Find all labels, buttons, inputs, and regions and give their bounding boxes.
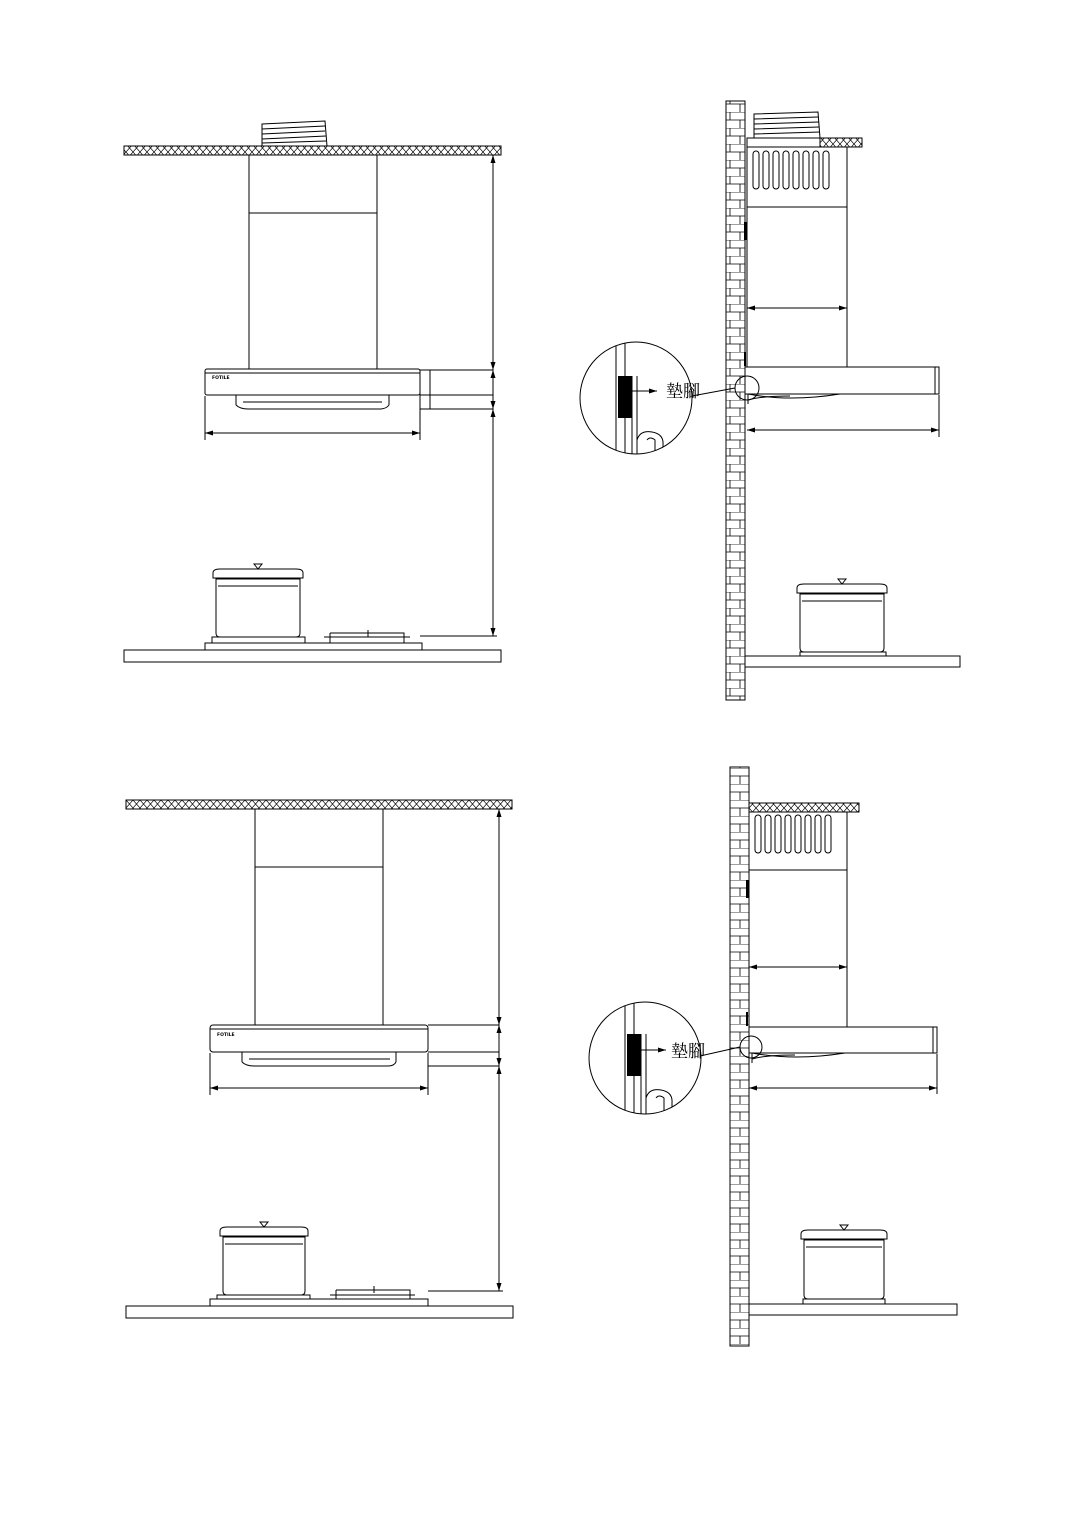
front-view-1 [124,121,501,662]
brand-logo: FOTILE [217,1033,235,1038]
brick-wall [726,101,745,700]
chimney-cover [249,155,377,370]
ceiling [124,146,501,155]
width-dimension [205,396,420,440]
brand-logo: FOTILE [212,376,230,381]
chimney-cover [746,812,847,1027]
countertop [749,1304,957,1315]
ceiling [126,800,512,809]
height-dimensions [428,809,503,1291]
hood-canopy [745,367,939,404]
depth-dimension [747,395,939,437]
detail-callout [580,340,700,470]
spacer-label: 墊腳 [671,1042,705,1062]
side-view-2 [589,767,957,1346]
ceiling [749,803,859,812]
cooking-pot [801,1225,887,1304]
countertop [745,656,960,667]
exhaust-duct [754,112,820,138]
cooking-pot [220,1222,308,1295]
front-view-2 [126,800,513,1318]
hood-canopy [749,1027,937,1063]
countertop [124,650,501,662]
chimney-cover [255,809,383,1025]
depth-dimension [749,1054,937,1094]
spacer-label: 墊腳 [666,382,700,402]
spacer-block [627,1034,641,1076]
hood-canopy [210,1025,499,1066]
detail-callout [589,1000,705,1130]
hood-canopy [205,369,493,409]
cooking-pot [797,579,887,656]
side-view-1 [580,101,960,700]
chimney-cover [744,147,847,367]
countertop [126,1306,513,1318]
spacer-block [618,376,632,418]
exhaust-duct [262,121,327,146]
cooking-pot [213,564,303,637]
ceiling [820,138,862,147]
